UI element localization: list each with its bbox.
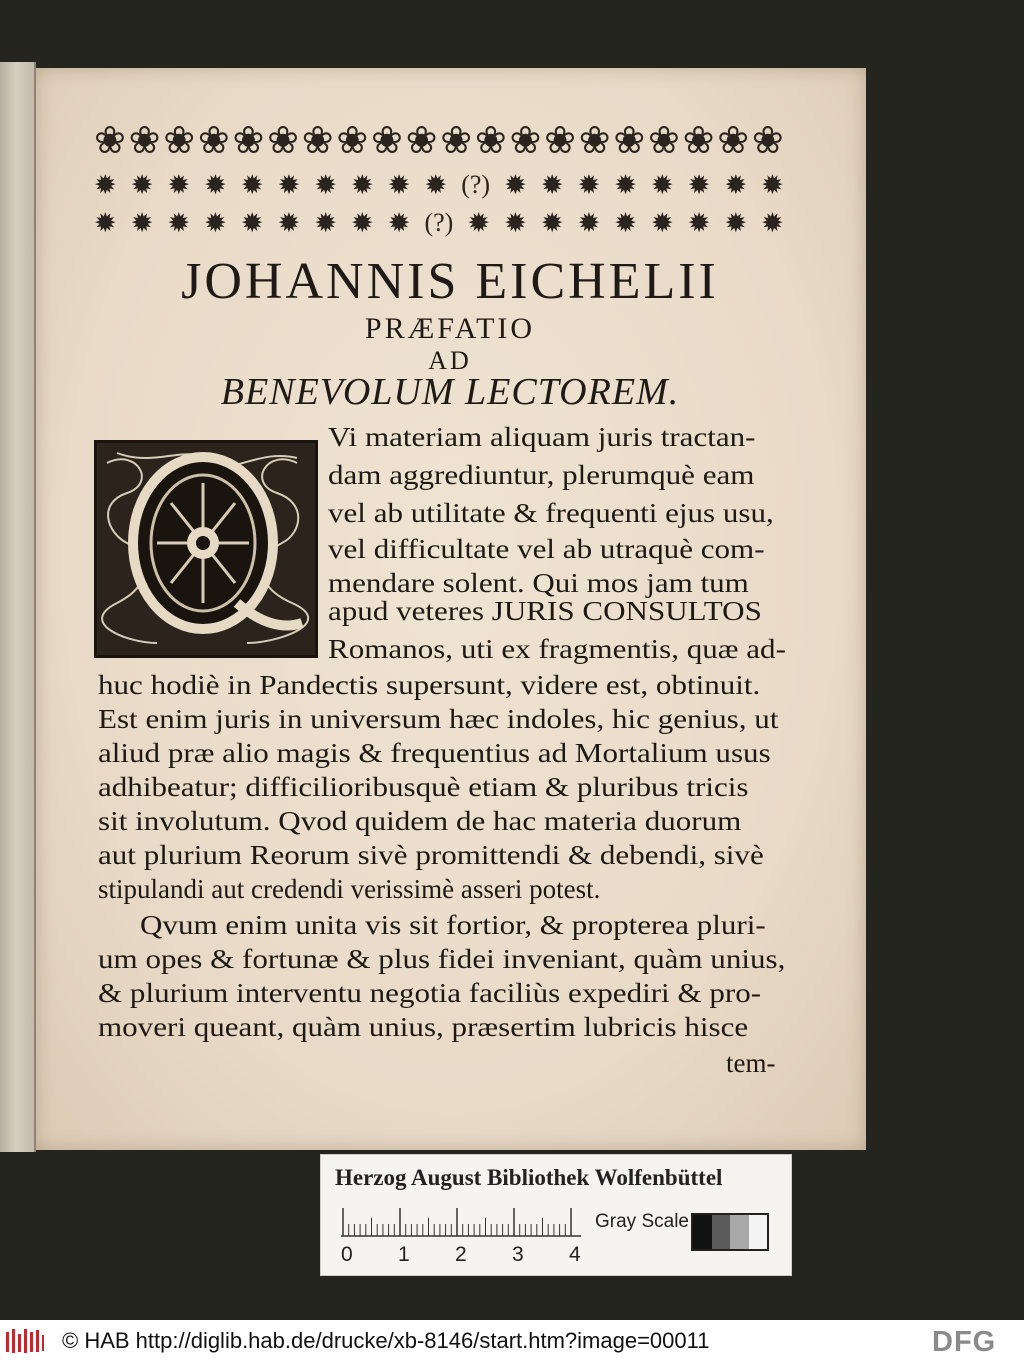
ornament-glyph: ✹ xyxy=(761,169,784,200)
ornament-glyph: ✹ xyxy=(540,207,564,238)
body-line: adhibeatur; difficilioribusquè etiam & pluribus tricis xyxy=(98,772,749,802)
ornament-glyph: ❀ xyxy=(336,120,369,162)
body-line: Romanos, uti ex fragmentis, quæ ad- xyxy=(328,634,786,664)
body-line: mendare solent. Qui mos jam tum xyxy=(328,568,749,598)
ornament-glyph: ✹ xyxy=(540,169,564,200)
previous-page-edge xyxy=(0,62,36,1152)
grayscale-label: Gray Scale xyxy=(595,1211,689,1232)
page-title: JOHANNIS EICHELII xyxy=(181,253,719,310)
ornament-glyph: ❀ xyxy=(128,120,161,162)
ornament-glyph: ✹ xyxy=(351,169,374,200)
scale-number: 1 xyxy=(398,1243,410,1266)
ornament-glyph: ✹ xyxy=(130,207,154,238)
ornament-glyph: ❀ xyxy=(440,120,473,162)
ornament-glyph: ✹ xyxy=(467,207,491,238)
body-line: moveri queant, quàm unius, præsertim lubricis hisce xyxy=(98,1012,749,1042)
body-line: um opes & fortunæ & plus fidei inveniant, quàm unius, xyxy=(98,944,786,974)
ornament-glyph: ✹ xyxy=(687,207,711,238)
ornament-glyph: ✹ xyxy=(387,169,411,200)
ornament-glyph: ✹ xyxy=(614,169,637,200)
ornament-glyph: ✹ xyxy=(240,169,264,200)
decorated-initial-q xyxy=(94,440,318,658)
ornament-glyph: ✹ xyxy=(651,207,674,238)
grayscale-swatch xyxy=(730,1215,749,1249)
hab-logo-icon[interactable] xyxy=(4,1326,46,1356)
decorative-headpiece xyxy=(94,116,784,244)
ornament-glyph: ❀ xyxy=(682,120,715,162)
ornament-glyph: ✹ xyxy=(130,169,154,200)
body-line: tem- xyxy=(726,1048,776,1078)
ornament-glyph: ❀ xyxy=(509,120,542,162)
ornament-glyph: ❀ xyxy=(232,120,265,162)
ornament-glyph: ✹ xyxy=(504,169,527,200)
ornament-glyph: ✹ xyxy=(577,169,601,200)
grayscale-swatch xyxy=(693,1215,712,1249)
page-subtitle-ad: AD xyxy=(428,346,472,375)
ornament-glyph: ❀ xyxy=(197,120,230,162)
dfg-logo[interactable]: DFG xyxy=(932,1326,997,1358)
grayscale-swatch xyxy=(749,1215,768,1249)
ornament-glyph: ❀ xyxy=(751,120,784,162)
ornament-glyph: ✹ xyxy=(94,207,117,238)
body-line: Est enim juris in universum hæc indoles, hic genius, ut xyxy=(98,704,779,734)
body-line: vel ab utilitate & frequenti ejus usu, xyxy=(328,498,774,528)
scale-number: 3 xyxy=(512,1243,524,1266)
body-line: & plurium interventu negotia faciliùs expediri & pro- xyxy=(98,978,762,1008)
ornament-row-stars xyxy=(94,204,784,242)
ornament-glyph: ✹ xyxy=(204,207,227,238)
permalink[interactable]: © HAB http://diglib.hab.de/drucke/xb-8146/start.htm?image=00011 xyxy=(62,1328,710,1353)
body-line: aliud præ alio magis & frequentius ad Mortalium usus xyxy=(98,738,771,768)
body-line: Qvum enim unita vis sit fortior, & propterea pluri- xyxy=(140,910,766,940)
ornament-glyph: ✹ xyxy=(724,169,748,200)
ornament-glyph: ✹ xyxy=(577,207,601,238)
ornament-glyph: ✹ xyxy=(167,169,191,200)
ornament-glyph: ❀ xyxy=(544,120,576,162)
ornament-glyph: ✹ xyxy=(424,169,448,200)
body-line: stipulandi aut credendi verissimè asseri potest. xyxy=(98,874,601,904)
ornament-glyph: ✹ xyxy=(167,207,191,238)
scale-number: 4 xyxy=(569,1243,581,1266)
ornament-glyph: ✹ xyxy=(724,207,748,238)
ornament-row-flowers xyxy=(94,116,784,166)
body-line: dam aggrediuntur, plerumquè eam xyxy=(328,460,755,490)
ornament-glyph: ❀ xyxy=(474,120,507,162)
ornament-glyph: ✹ xyxy=(204,169,227,200)
ornament-glyph: ✹ xyxy=(387,207,411,238)
ornament-glyph: ✹ xyxy=(761,207,784,238)
ornament-glyph: ❀ xyxy=(301,120,334,162)
ornament-glyph: ✹ xyxy=(687,169,711,200)
ruler xyxy=(341,1207,581,1237)
page-subtitle: PRÆFATIO xyxy=(364,312,536,345)
ornament-glyph: ✹ xyxy=(504,207,527,238)
ornament-glyph: ❀ xyxy=(267,120,299,162)
ornament-glyph: ❀ xyxy=(578,120,611,162)
body-line: Vi materiam aliquam juris tractan- xyxy=(328,422,756,452)
ornament-mark: (?) xyxy=(424,208,454,237)
ornament-mark: (?) xyxy=(461,170,491,199)
ornament-glyph: ❀ xyxy=(163,120,196,162)
page-subtitle-lector: BENEVOLUM LECTOREM. xyxy=(220,371,680,413)
scale-number: 2 xyxy=(455,1243,467,1266)
ornament-glyph: ✹ xyxy=(94,169,117,200)
ornament-glyph: ❀ xyxy=(94,120,126,162)
ornament-glyph: ❀ xyxy=(405,120,438,162)
ornament-glyph: ✹ xyxy=(277,169,301,200)
ornament-glyph: ✹ xyxy=(314,207,337,238)
ornament-glyph: ❀ xyxy=(613,120,646,162)
body-line: vel difficultate vel ab utraquè com- xyxy=(328,534,765,564)
ornament-glyph: ✹ xyxy=(314,169,337,200)
grayscale-swatch xyxy=(712,1215,731,1249)
ornament-glyph: ✹ xyxy=(614,207,637,238)
color-scale-card xyxy=(320,1154,792,1276)
ornament-glyph: ✹ xyxy=(240,207,264,238)
scale-number: 0 xyxy=(341,1243,353,1266)
grayscale-swatches xyxy=(691,1213,769,1251)
ornament-glyph: ❀ xyxy=(717,120,750,162)
ornament-glyph: ❀ xyxy=(648,120,680,162)
ornament-glyph: ✹ xyxy=(277,207,301,238)
body-line: huc hodiè in Pandectis supersunt, videre est, obtinuit. xyxy=(98,670,761,700)
body-line: apud veteres JURIS CONSULTOS xyxy=(328,596,762,626)
ornament-glyph: ✹ xyxy=(351,207,374,238)
body-line: sit involutum. Qvod quidem de hac materia duorum xyxy=(98,806,742,836)
library-name: Herzog August Bibliothek Wolfenbüttel xyxy=(335,1165,723,1190)
ornament-glyph: ❀ xyxy=(371,120,403,162)
body-line: aut plurium Reorum sivè promittendi & debendi, sivè xyxy=(98,840,764,870)
ornament-glyph: ✹ xyxy=(651,169,674,200)
ornament-row-stars xyxy=(94,166,784,204)
